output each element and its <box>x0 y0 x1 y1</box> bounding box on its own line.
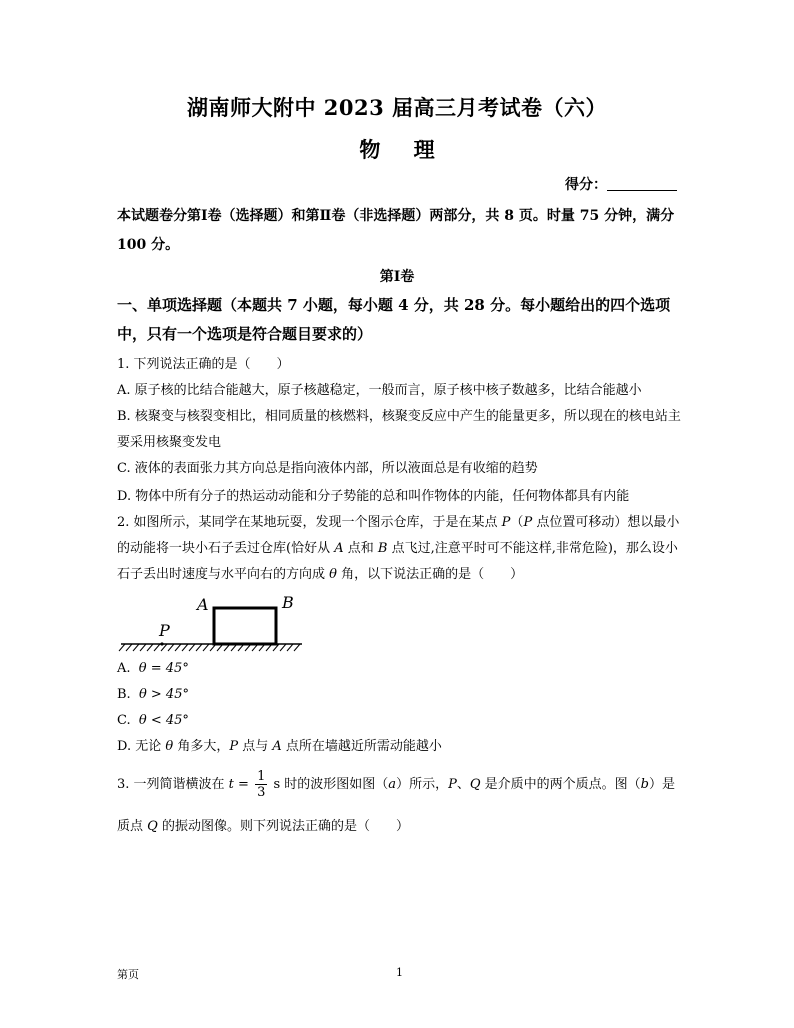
score-blank <box>607 176 677 191</box>
hatch-stroke <box>147 644 153 651</box>
option-text: 角多大， <box>173 739 230 754</box>
section-title: 一、单项选择题（本题共 7 小题，每小题 4 分，共 28 分。每小题给出的四个选项中，只有一个选项是符合题目要求的） <box>117 296 671 343</box>
question-1-option-d: D. 物体中所有分子的热运动动能和分子势能的总和叫作物体的内能，任何物体都具有内能 <box>117 489 630 504</box>
hatch-stroke <box>280 644 286 651</box>
hatch-stroke <box>168 644 174 651</box>
warehouse-diagram <box>117 592 317 654</box>
q2-text-4: 点和 <box>343 541 378 556</box>
question-1-option-b: B. 核聚变与核裂变相比，相同质量的核燃料，核聚变反应中产生的能量更多，所以现在的核电站主要采用核聚变发电 <box>117 409 681 450</box>
warehouse-box <box>214 608 276 644</box>
option-text: 无论 <box>135 739 166 754</box>
q3-text-6: 质点 <box>117 819 148 834</box>
q3-text-4: 是介质中的两个质点。图（ <box>480 777 641 792</box>
option-math: θ = 45° <box>138 661 189 676</box>
subject-title <box>0 134 794 164</box>
option-label: C. <box>117 713 131 728</box>
option-label: A. <box>117 661 131 676</box>
fraction-numerator: 1 <box>257 769 266 784</box>
q2-var-a: A <box>334 541 344 556</box>
option-var-p: P <box>229 739 239 754</box>
q2-var-p: P <box>501 515 511 530</box>
option-label: D. <box>117 739 132 754</box>
subject-char-1: 物 <box>359 137 381 162</box>
hatch-stroke <box>140 644 146 651</box>
question-1-option-c: C. 液体的表面张力其方向总是指向液体内部，所以液面总是有收缩的趋势 <box>117 461 538 476</box>
question-2-option-b <box>117 682 683 708</box>
q3-var-q: Q <box>469 777 481 792</box>
exam-intro: 本试题卷分第Ⅰ卷（选择题）和第Ⅱ卷（非选择题）两部分，共 8 页。时量 75 分钟，满分 100 分。 <box>117 208 675 253</box>
hatch-stroke <box>196 644 202 651</box>
q3-var-p: P <box>448 777 457 792</box>
footer-page-label: 第页 <box>117 968 139 981</box>
q3-var-q: Q <box>147 819 158 834</box>
question-2-option-c <box>117 708 683 734</box>
hatch-stroke <box>182 644 188 651</box>
hatch-stroke <box>203 644 209 651</box>
q2-text-6: 角，以下说法正确的是（ ） <box>336 567 524 582</box>
q2-text-5: 点飞过,注意平时可不能这样,非常危险)，那么设小石子丢出时速度与水平向右的方向成 <box>117 541 678 582</box>
question-2-option-a <box>117 656 683 682</box>
hatch-stroke <box>294 644 300 651</box>
part-title: 第Ⅰ卷 <box>379 269 415 285</box>
q2-var-p: P <box>523 515 533 530</box>
q2-text-1: 2. 如图所示，某同学在某地玩耍，发现一个图示仓库，于是在某点 <box>117 515 502 530</box>
question-1-option-a: A. 原子核的比结合能越大，原子核越稳定，一般而言，原子核中核子数越多，比结合能越小 <box>117 383 642 398</box>
diagram-label-p: P <box>159 621 170 640</box>
q2-var-theta: θ <box>329 567 337 582</box>
q3-sep: 、 <box>456 777 470 792</box>
q3-equals: = <box>233 777 254 792</box>
q3-var-t: t <box>228 777 234 792</box>
q3-text-7: 的振动图像。则下列说法正确的是（ ） <box>157 819 409 834</box>
hatch-stroke <box>126 644 132 651</box>
fraction-denominator: 3 <box>257 785 266 800</box>
q3-fig-a: a <box>388 777 397 792</box>
hatch-stroke <box>154 644 160 651</box>
subject-char-2: 理 <box>413 137 435 162</box>
score-label: 得分： <box>565 177 607 193</box>
option-text: 点所在墙越近所需动能越小 <box>281 739 442 754</box>
q3-text-5: ）是 <box>648 777 675 792</box>
q3-fraction <box>255 769 267 800</box>
diagram-label-a: A <box>197 595 209 614</box>
question-3-stem-line-2 <box>117 814 683 840</box>
option-math: θ > 45° <box>138 687 189 702</box>
q3-text-3: ）所示， <box>396 777 449 792</box>
option-text: 点与 <box>238 739 273 754</box>
q3-fig-b: b <box>640 777 649 792</box>
q2-text-3: 点位置可移动）想以最小的动能将一块小石子丢过仓库(恰好从 <box>117 515 680 556</box>
hatch-stroke <box>133 644 139 651</box>
question-2-stem <box>117 510 683 588</box>
hatch-stroke <box>119 644 125 651</box>
option-math: θ < 45° <box>138 713 189 728</box>
footer-page-number: 1 <box>396 966 403 979</box>
exam-title: 湖南师大附中 2023 届高三月考试卷（六） <box>186 95 608 120</box>
hatch-stroke <box>189 644 195 651</box>
diagram-label-b: B <box>282 593 294 612</box>
question-1-stem: 1. 下列说法正确的是（ ） <box>117 357 290 372</box>
q3-text-1: 3. 一列简谐横波在 <box>117 777 229 792</box>
option-label: B. <box>117 687 131 702</box>
hatch-stroke <box>287 644 293 651</box>
question-3-stem-line-1 <box>117 768 683 802</box>
q2-var-b: B <box>377 541 388 556</box>
hatch-stroke <box>175 644 181 651</box>
option-var-a: A <box>272 739 282 754</box>
question-2-option-d <box>117 734 683 760</box>
score-field <box>565 174 677 194</box>
q3-text-2: s 时的波形图如图（ <box>269 777 389 792</box>
option-var-theta: θ <box>165 739 174 754</box>
q2-text-2: （ <box>510 515 524 530</box>
